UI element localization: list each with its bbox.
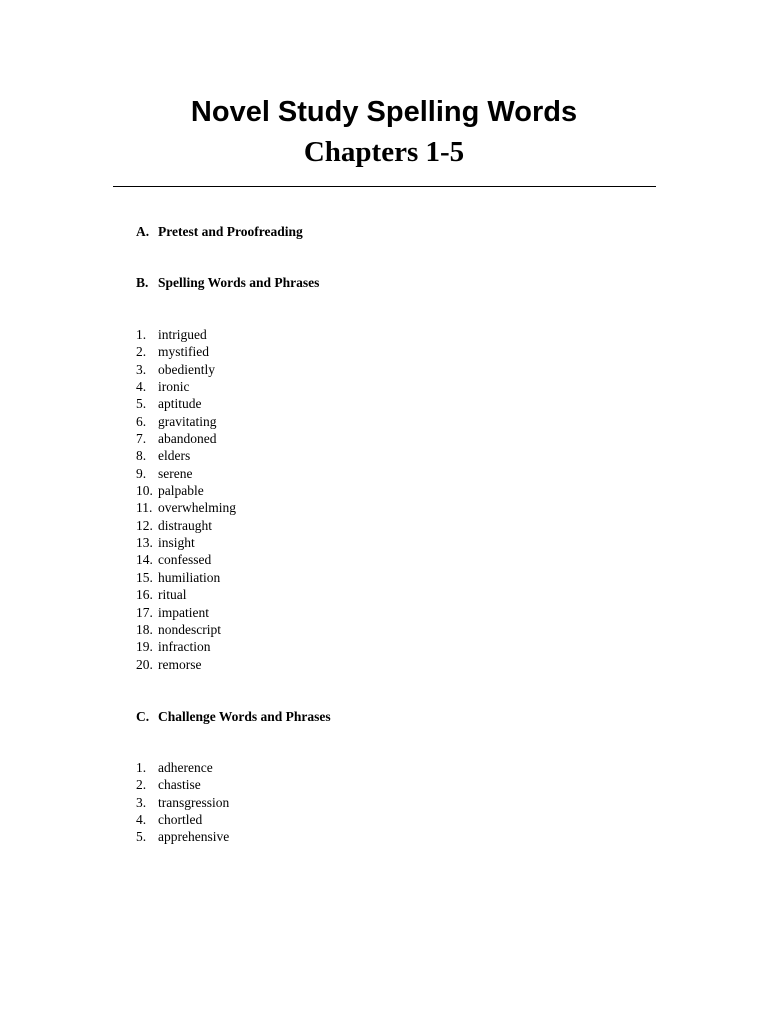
list-item-number: 8. <box>136 448 147 464</box>
list-item-word: impatient <box>158 604 209 620</box>
section-b-letter: B. <box>136 275 149 290</box>
list-item-number: 18. <box>136 621 153 637</box>
list-item <box>136 604 236 621</box>
section-b-title: Spelling Words and Phrases <box>158 275 320 290</box>
list-item-number: 2. <box>136 344 147 360</box>
section-b-heading <box>136 274 319 291</box>
list-item-number: 7. <box>136 431 147 447</box>
list-item-word: distraught <box>158 517 212 533</box>
list-item <box>136 413 236 430</box>
list-item-word: gravitating <box>158 413 217 429</box>
list-item-number: 5. <box>136 396 147 412</box>
list-item-word: aptitude <box>158 396 202 412</box>
list-item-number: 3. <box>136 361 147 377</box>
list-item <box>136 759 229 776</box>
list-item-number: 14. <box>136 552 153 568</box>
list-item <box>136 395 236 412</box>
list-item-word: abandoned <box>158 431 217 447</box>
list-item-number: 4. <box>136 812 147 828</box>
list-item-word: overwhelming <box>158 500 236 516</box>
challenge-word-list <box>136 759 229 846</box>
list-item <box>136 430 236 447</box>
list-item-number: 1. <box>136 327 147 342</box>
list-item-number: 2. <box>136 777 147 793</box>
list-item-word: chortled <box>158 812 203 828</box>
list-item <box>136 378 236 395</box>
list-item-word: insight <box>158 535 195 551</box>
list-item <box>136 465 236 482</box>
list-item-number: 1. <box>136 760 147 775</box>
list-item-number: 3. <box>136 794 147 810</box>
list-item <box>136 534 236 551</box>
list-item <box>136 656 236 673</box>
list-item <box>136 811 229 828</box>
list-item <box>136 794 229 811</box>
list-item <box>136 517 236 534</box>
list-item-number: 9. <box>136 465 147 481</box>
list-item-word: elders <box>158 448 191 464</box>
list-item-word: ritual <box>158 587 187 603</box>
list-item-word: apprehensive <box>158 829 230 845</box>
list-item <box>136 586 236 603</box>
list-item <box>136 343 236 360</box>
list-item-number: 5. <box>136 829 147 845</box>
list-item <box>136 551 236 568</box>
list-item-number: 6. <box>136 413 147 429</box>
list-item <box>136 482 236 499</box>
list-item-number: 4. <box>136 379 147 395</box>
list-item-word: serene <box>158 465 193 481</box>
list-item-word: humiliation <box>158 569 221 585</box>
list-item-number: 16. <box>136 587 153 603</box>
list-item <box>136 569 236 586</box>
list-item-number: 17. <box>136 604 153 620</box>
list-item-word: palpable <box>158 483 204 499</box>
list-item-word: remorse <box>158 656 202 672</box>
section-c-heading <box>136 708 331 725</box>
list-item-word: mystified <box>158 344 209 360</box>
list-item-word: confessed <box>158 552 212 568</box>
spelling-word-list <box>136 326 236 673</box>
list-item-word: obediently <box>158 361 215 377</box>
list-item-word: nondescript <box>158 621 221 637</box>
list-item-number: 19. <box>136 639 153 655</box>
list-item-number: 11. <box>136 500 153 516</box>
section-c-letter: C. <box>136 709 150 724</box>
list-item-number: 10. <box>136 483 153 499</box>
section-a-heading <box>136 223 303 240</box>
list-item <box>136 776 229 793</box>
list-item <box>136 828 229 845</box>
list-item-number: 13. <box>136 535 153 551</box>
section-c-title: Challenge Words and Phrases <box>158 709 331 724</box>
list-item-word: ironic <box>158 379 190 395</box>
list-item-word: intrigued <box>158 327 207 342</box>
list-item-number: 12. <box>136 517 153 533</box>
list-item <box>136 447 236 464</box>
list-item-word: adherence <box>158 760 213 775</box>
list-item <box>136 638 236 655</box>
section-a-letter: A. <box>136 224 150 239</box>
list-item-word: transgression <box>158 794 230 810</box>
title-divider <box>113 186 656 187</box>
list-item <box>136 361 236 378</box>
page-subtitle: Chapters 1-5 <box>303 136 465 168</box>
list-item <box>136 326 236 343</box>
list-item <box>136 499 236 516</box>
list-item <box>136 621 236 638</box>
list-item-word: infraction <box>158 639 211 655</box>
section-a-title: Pretest and Proofreading <box>158 224 303 239</box>
list-item-number: 15. <box>136 569 153 585</box>
list-item-number: 20. <box>136 656 153 672</box>
page-title: Novel Study Spelling Words <box>190 96 578 128</box>
list-item-word: chastise <box>158 777 201 793</box>
